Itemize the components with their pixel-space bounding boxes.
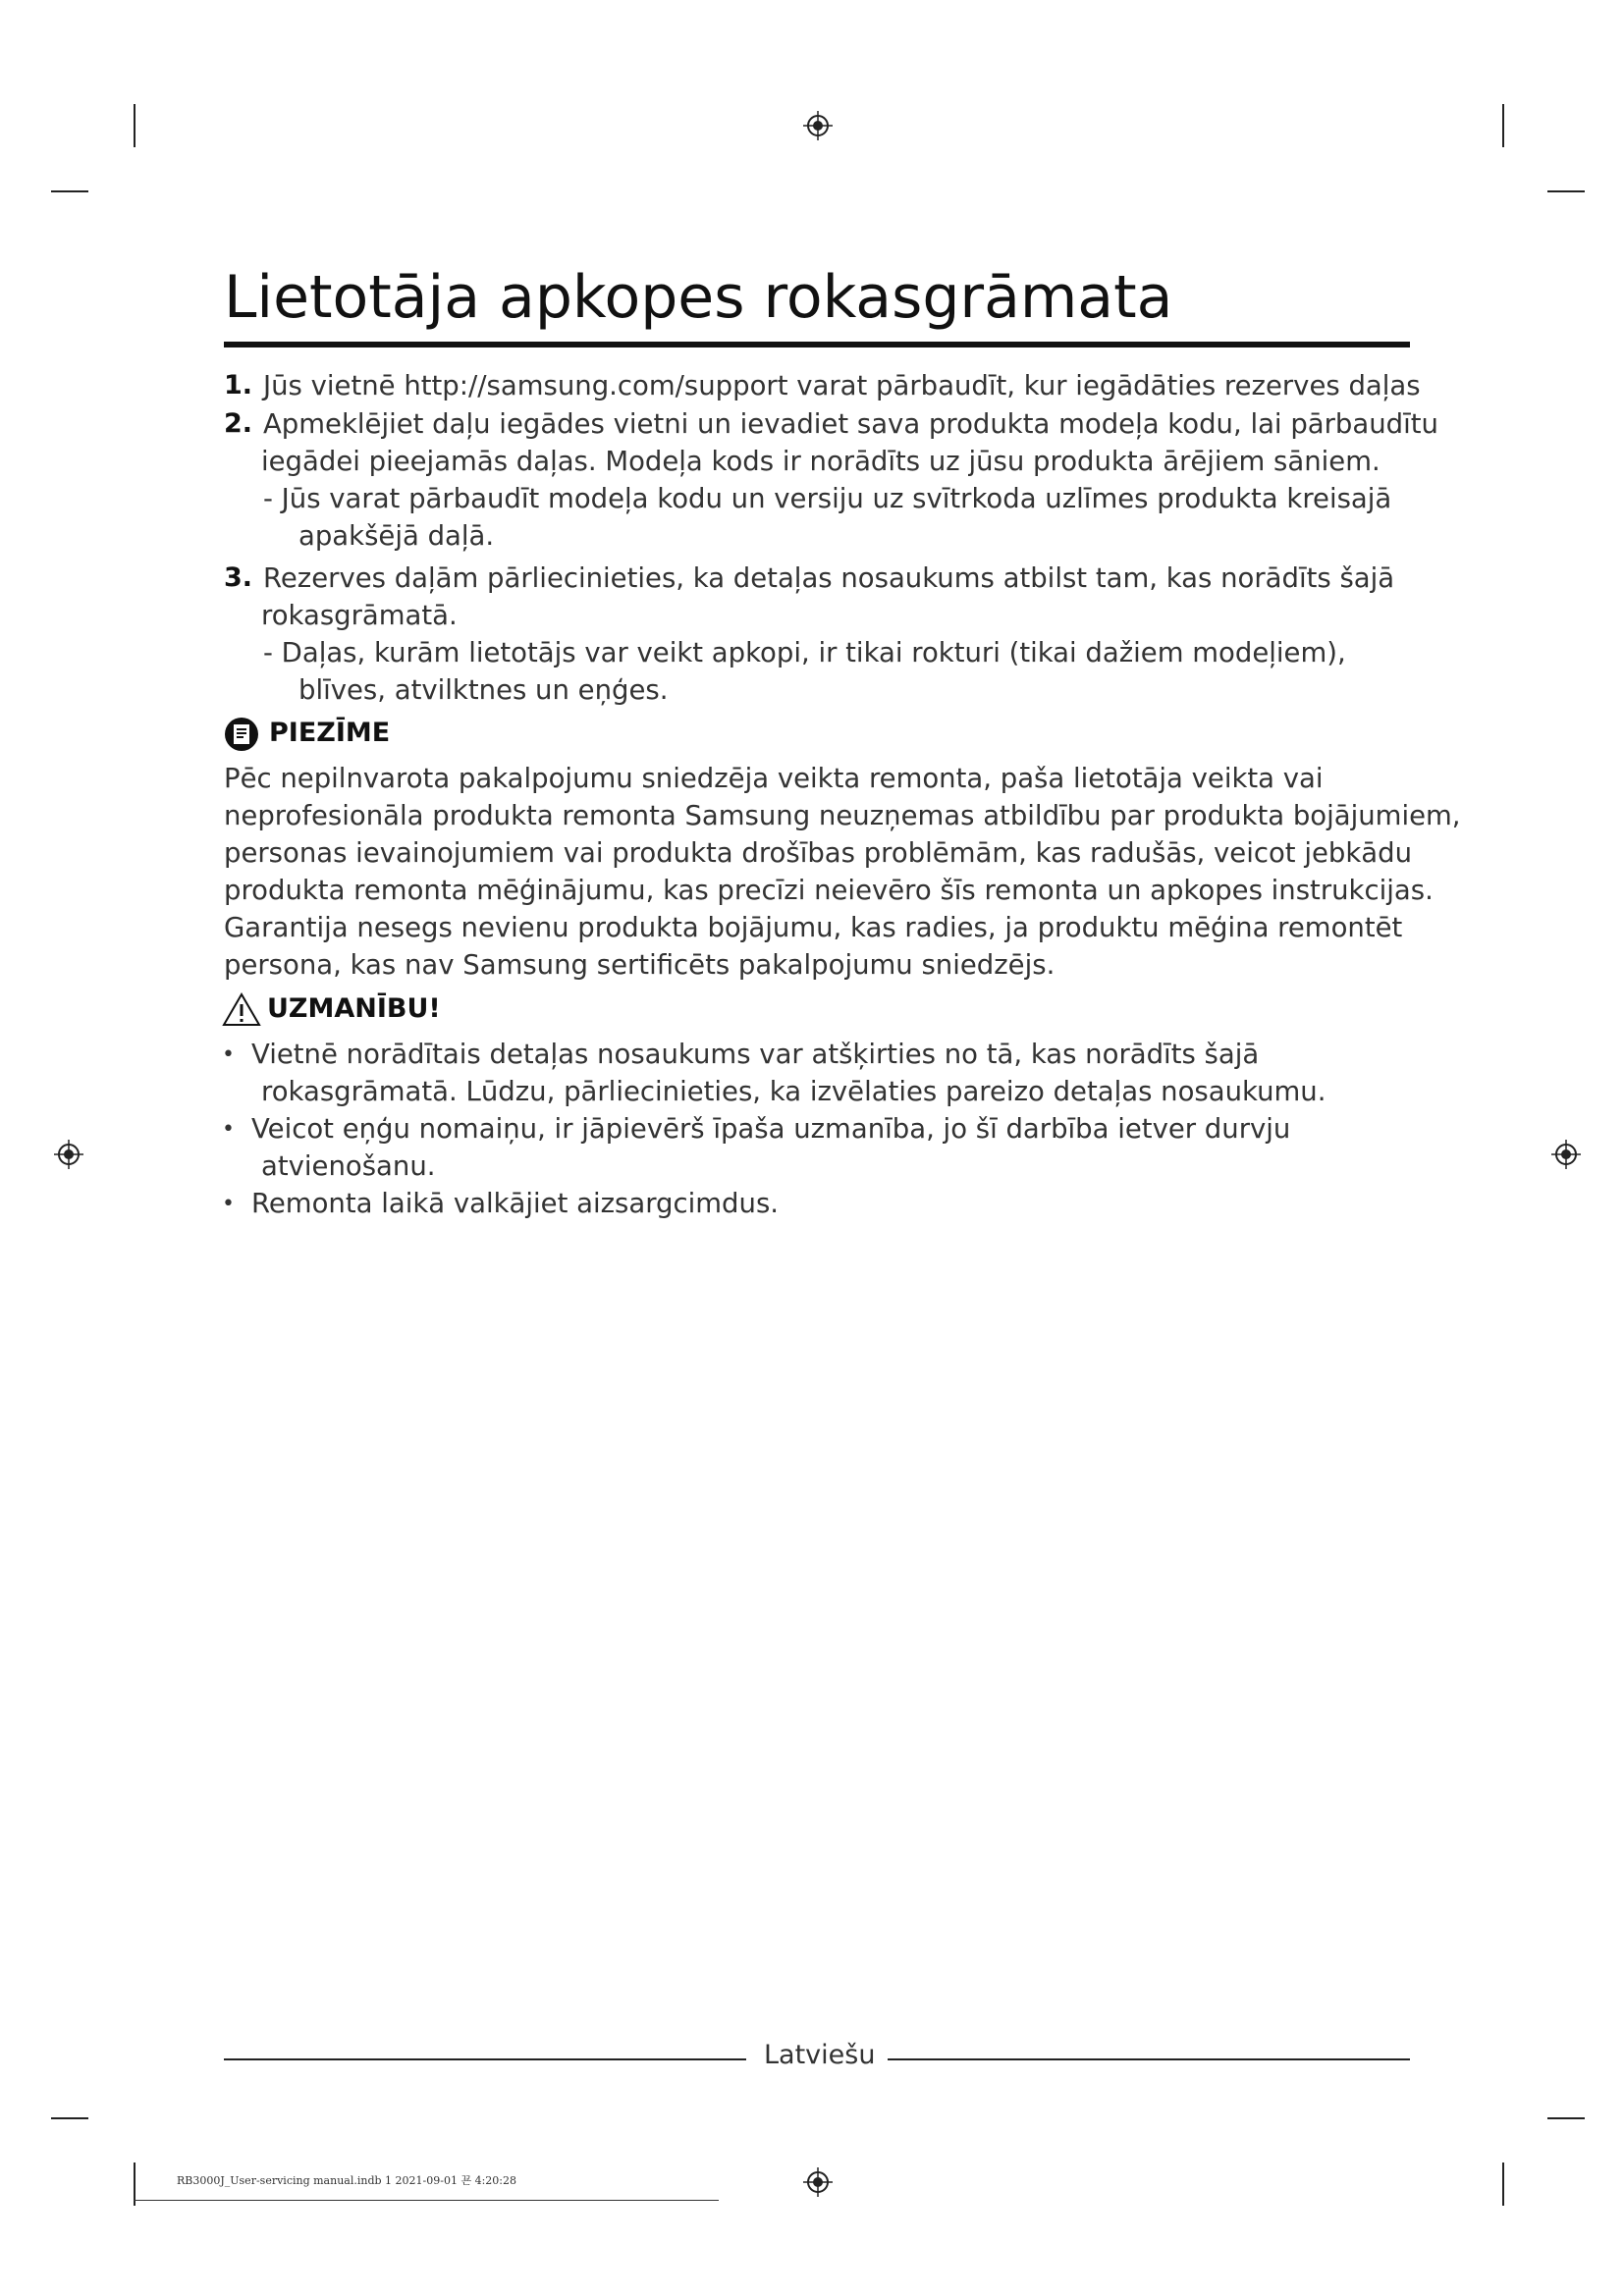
registration-mark-icon [803,111,833,140]
bullet-icon: • [222,1192,235,1216]
step-text: Apmeklējiet daļu iegādes vietni un ievadiet sava produkta modeļa kodu, lai pārbaudītu [263,408,1438,440]
crop-mark [134,104,135,147]
print-info-rule [134,2200,719,2201]
step-text: Rezerves daļām pārliecinieties, ka detaļas nosaukums atbilst tam, kas norādīts šajā [263,562,1395,594]
step-subnote: blīves, atvilktnes un eņģes. [298,674,669,706]
step-subnote: - Jūs varat pārbaudīt modeļa kodu un versiju uz svītrkoda uzlīmes produkta kreisajā [263,483,1392,514]
step-text: Jūs vietnē http://samsung.com/support varat pārbaudīt, kur iegādāties rezerves daļas [263,370,1421,401]
print-info: RB3000J_User-servicing manual.indb 1 2021-09-01 꾠 4:20:28 [177,2174,516,2187]
caution-item-text: rokasgrāmatā. Lūdzu, pārliecinieties, ka izvēlaties pareizo detaļas nosaukumu. [261,1076,1326,1107]
footer-rule-left [224,2058,746,2060]
step-subnote: - Daļas, kurām lietotājs var veikt apkopi, ir tikai rokturi (tikai dažiem modeļiem), [263,637,1346,668]
note-text: personas ievainojumiem vai produkta drošības problēmām, kas radušās, veicot jebkādu [224,837,1412,869]
footer-language: Latviešu [764,2040,876,2070]
title-underline [224,342,1410,347]
note-text: Garantija nesegs nevienu produkta bojājumu, kas radies, ja produktu mēģina remontēt [224,912,1403,943]
crop-mark [1547,190,1585,192]
note-text: persona, kas nav Samsung sertificēts pakalpojumu sniedzējs. [224,949,1056,981]
crop-mark [51,2117,88,2119]
registration-mark-icon [54,1140,83,1169]
note-icon [224,717,259,752]
note-heading: PIEZĪME [269,718,391,748]
note-text: neprofesionāla produkta remonta Samsung neuzņemas atbildību par produkta bojājumiem, [224,800,1461,831]
step-number: 3. [224,562,253,593]
crop-mark [1502,2163,1504,2206]
caution-item-text: Veicot eņģu nomaiņu, ir jāpievērš īpaša uzmanība, jo šī darbība ietver durvju [251,1113,1291,1145]
note-text: produkta remonta mēģinājumu, kas precīzi neievēro šīs remonta un apkopes instrukcijas. [224,875,1434,906]
registration-mark-icon [803,2167,833,2197]
crop-mark [1547,2117,1585,2119]
caution-heading: UZMANĪBU! [267,993,441,1024]
bullet-icon: • [222,1042,235,1067]
crop-mark [51,190,88,192]
page-title: Lietotāja apkopes rokasgrāmata [224,263,1173,332]
warning-icon [222,991,261,1027]
step-text: iegādei pieejamās daļas. Modeļa kods ir norādīts uz jūsu produkta ārējiem sāniem. [261,446,1380,477]
note-text: Pēc nepilnvarota pakalpojumu sniedzēja veikta remonta, paša lietotāja veikta vai [224,763,1324,794]
step-number: 1. [224,370,253,400]
bullet-icon: • [222,1117,235,1142]
registration-mark-icon [1551,1140,1581,1169]
footer-rule-right [888,2058,1410,2060]
step-text: rokasgrāmatā. [261,600,458,631]
crop-mark [1502,104,1504,147]
caution-item-text: Remonta laikā valkājiet aizsargcimdus. [251,1188,780,1219]
caution-item-text: Vietnē norādītais detaļas nosaukums var atšķirties no tā, kas norādīts šajā [251,1039,1260,1070]
caution-item-text: atvienošanu. [261,1150,436,1182]
step-subnote: apakšējā daļā. [298,520,495,552]
step-number: 2. [224,408,253,439]
